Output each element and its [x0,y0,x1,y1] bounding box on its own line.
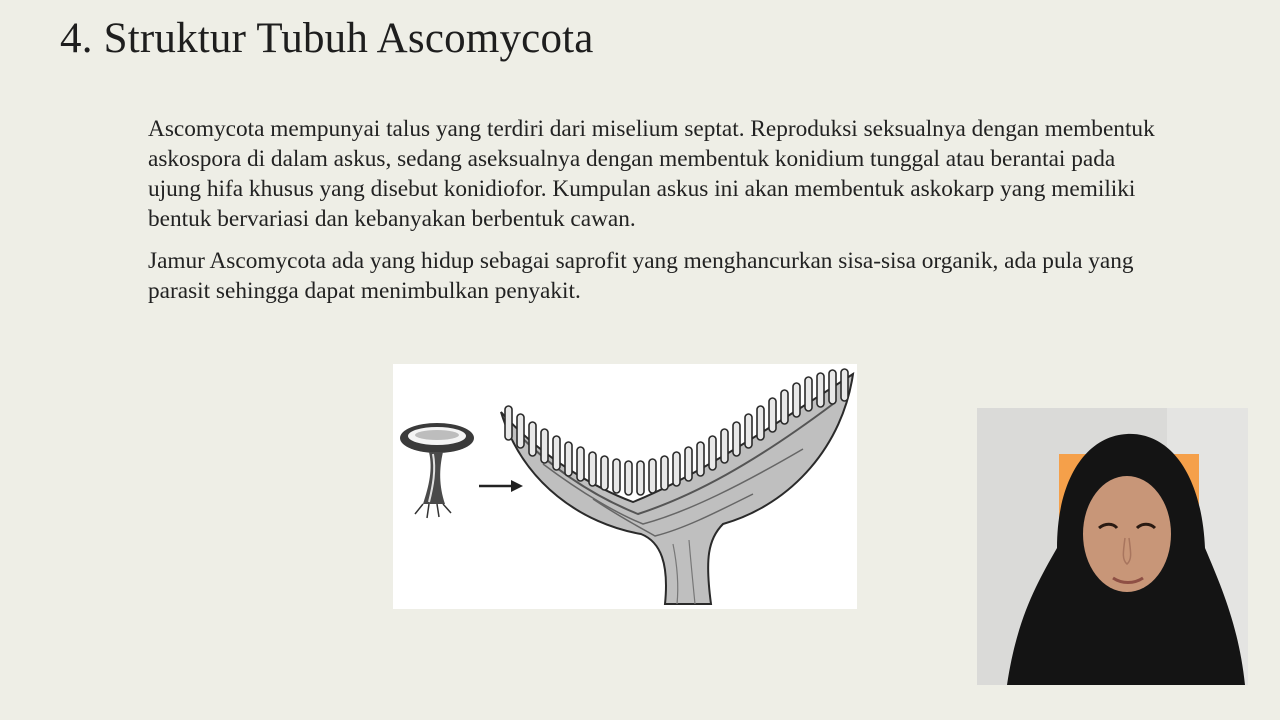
paragraph-ascomycota-lifestyle: Jamur Ascomycota ada yang hidup sebagai saprofit yang menghancurkan sisa-sisa organik, ada pula yang parasit sehingga dapat menimbulkan penyakit. [148,248,1134,304]
presenter-avatar-icon [977,408,1248,685]
cup-fungus-icon [400,423,474,518]
ascocarp-illustration [393,364,857,609]
arrow-right-icon [479,480,523,492]
ascocarp-cross-section-icon [501,369,853,604]
slide-body [148,114,1158,318]
slide-title: 4. Struktur Tubuh Ascomycota [60,15,594,62]
paragraph-ascomycota-structure: Ascomycota mempunyai talus yang terdiri dari miselium septat. Reproduksi seksualnya dengan membentuk askospora di dalam askus, sedang aseksualnya dengan membentuk konidium tunggal atau berantai pada ujung hifa khusus yang disebut konidiofor. Kumpulan askus ini akan membentuk askokarp yang memiliki bentuk bervariasi dan kebanyakan berbentuk cawan. [148,116,1155,232]
presenter-webcam [977,408,1248,685]
